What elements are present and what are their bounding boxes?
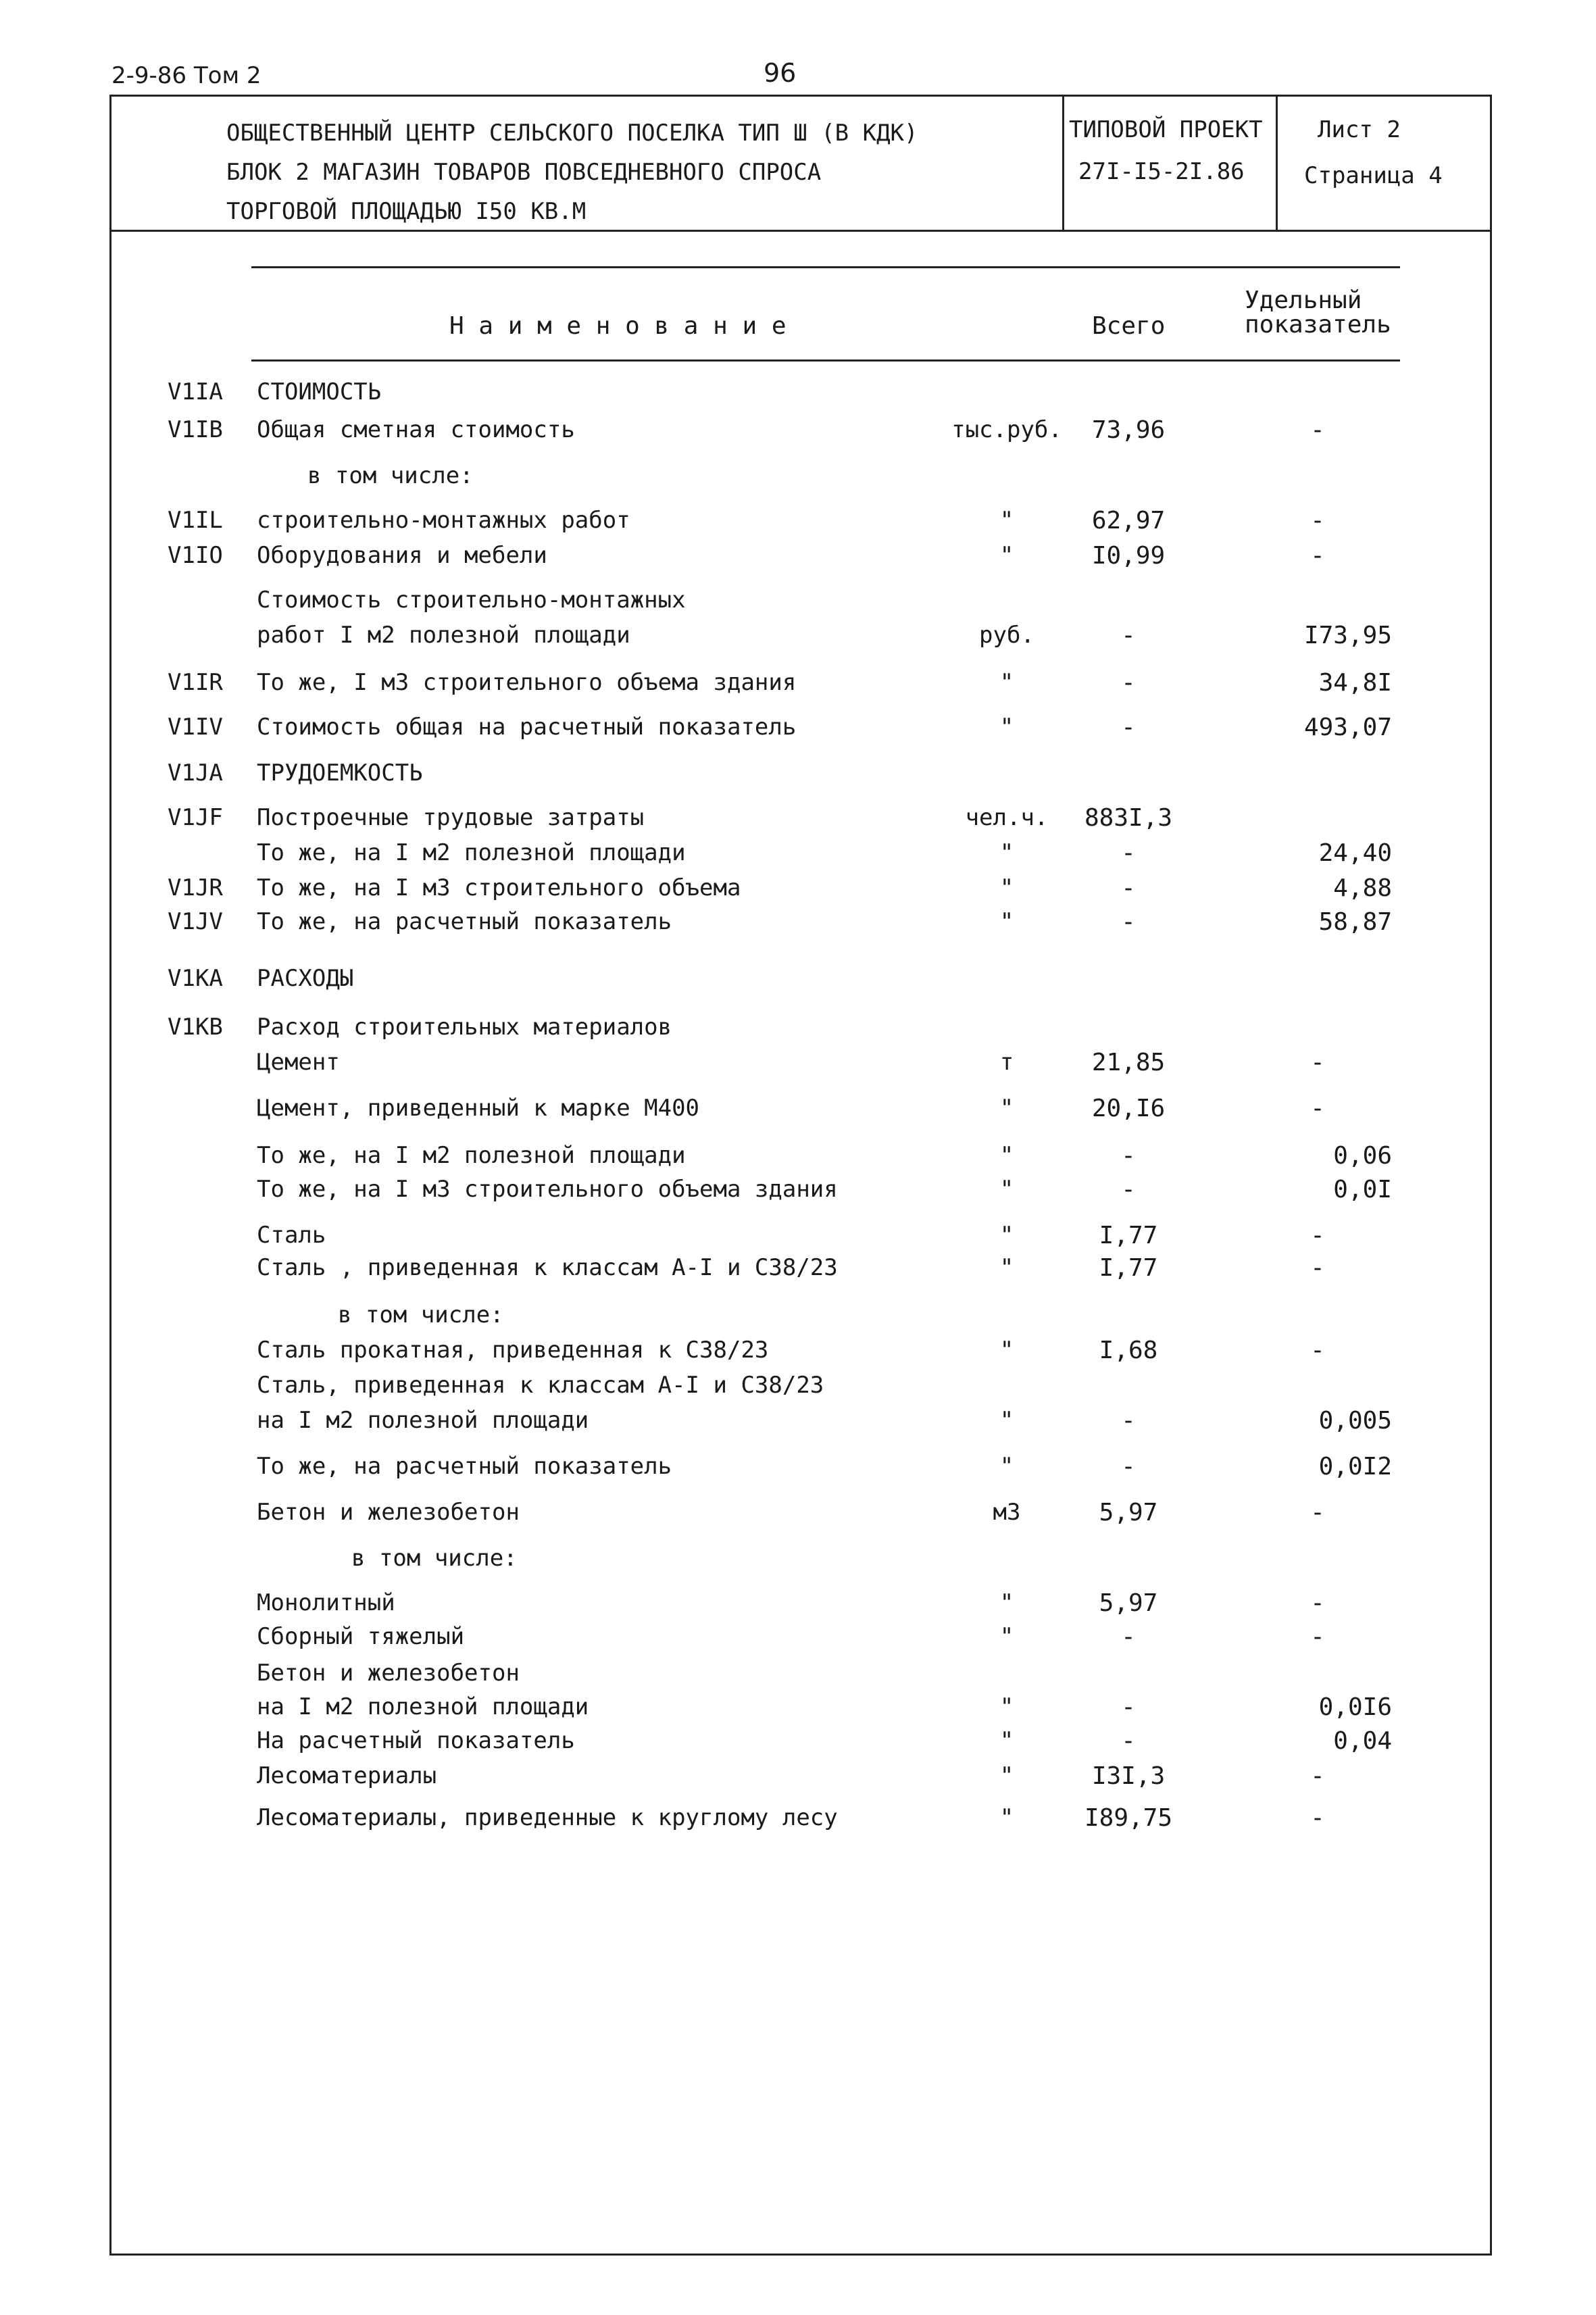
- row-specific: 0,06: [1333, 1142, 1392, 1170]
- row-specific: -: [1310, 1623, 1325, 1651]
- row-unit: ": [999, 669, 1014, 696]
- row-name: Сталь прокатная, приведенная к С38/23: [257, 1337, 769, 1364]
- row-name: строительно-монтажных работ: [257, 507, 630, 534]
- title-block: [226, 114, 918, 231]
- row-name: Построечные трудовые затраты: [257, 804, 645, 831]
- row-specific: 0,0I2: [1318, 1453, 1392, 1480]
- row-total: -: [1121, 1453, 1136, 1480]
- page-label: Страница 4: [1304, 162, 1443, 189]
- row-specific: -: [1310, 1337, 1325, 1364]
- row-specific: -: [1310, 1499, 1325, 1526]
- row-total: 883I,3: [1084, 804, 1173, 832]
- row-unit: ": [999, 1176, 1014, 1203]
- row-unit: ": [999, 1254, 1014, 1281]
- row-name: То же, на I м2 полезной площади: [257, 839, 686, 866]
- title-line-1: ОБЩЕСТВЕННЫЙ ЦЕНТР СЕЛЬСКОГО ПОСЕЛКА ТИП Ш (В КДК): [226, 120, 918, 147]
- row-total: 20,I6: [1091, 1095, 1166, 1122]
- row-name: Монолитный: [257, 1589, 395, 1616]
- row-specific: -: [1310, 1254, 1325, 1282]
- row-name: То же, на I м2 полезной площади: [257, 1142, 686, 1169]
- row-specific: 58,87: [1318, 908, 1392, 936]
- row-specific: -: [1310, 1222, 1325, 1249]
- row-unit: ": [999, 1407, 1014, 1434]
- row-code: V1IB: [168, 416, 223, 443]
- column-header-total: Всего: [1092, 312, 1166, 340]
- row-unit: тыс.руб.: [951, 416, 1062, 443]
- row-code: V1JF: [168, 804, 223, 831]
- row-unit: ": [999, 839, 1014, 866]
- row-specific: 24,40: [1318, 839, 1392, 867]
- row-name: То же, на расчетный показатель: [257, 908, 672, 935]
- row-unit: ": [999, 1693, 1014, 1720]
- row-name: Стоимость общая на расчетный показатель: [257, 714, 797, 741]
- project-number: 27I-I5-2I.86: [1078, 158, 1245, 185]
- row-name: СТОИМОСТЬ: [257, 378, 382, 405]
- row-name: Лесоматериалы, приведенные к круглому лесу: [257, 1804, 838, 1831]
- row-unit: ": [999, 908, 1014, 935]
- row-total: 62,97: [1091, 507, 1166, 534]
- row-name: То же, на I м3 строительного объема: [257, 874, 741, 901]
- row-name: Бетон и железобетон: [257, 1499, 520, 1526]
- row-code: V1IV: [168, 714, 223, 741]
- row-name: Цемент: [257, 1049, 340, 1076]
- row-name: То же, на расчетный показатель: [257, 1453, 672, 1480]
- row-unit: ": [999, 1589, 1014, 1616]
- row-total: 5,97: [1099, 1499, 1158, 1526]
- title-block-separator-2: [1276, 95, 1278, 231]
- row-name: Расход строительных материалов: [257, 1014, 672, 1041]
- row-specific: 4,88: [1333, 874, 1392, 902]
- row-code: V1IO: [168, 542, 223, 569]
- row-unit: м3: [993, 1499, 1021, 1526]
- row-unit: ": [999, 1453, 1014, 1480]
- row-specific: 0,04: [1333, 1727, 1392, 1755]
- row-code: V1JV: [168, 908, 223, 935]
- row-unit: ": [999, 1623, 1014, 1650]
- row-code: V1KB: [168, 1014, 223, 1041]
- row-unit: ": [999, 1727, 1014, 1754]
- row-specific: I73,95: [1303, 622, 1392, 649]
- row-total: I89,75: [1084, 1804, 1173, 1832]
- row-total: -: [1121, 1623, 1136, 1651]
- row-unit: ": [999, 1222, 1014, 1249]
- row-name: на I м2 полезной площади: [257, 1407, 589, 1434]
- row-total: -: [1121, 839, 1136, 867]
- row-specific: 0,0I6: [1318, 1693, 1392, 1721]
- row-specific: -: [1310, 507, 1325, 534]
- row-name: Цемент, приведенный к марке М400: [257, 1095, 700, 1122]
- sheet-label: Лист 2: [1318, 116, 1401, 143]
- row-specific: -: [1310, 542, 1325, 570]
- row-unit: т: [999, 1049, 1014, 1076]
- row-code: V1JA: [168, 760, 223, 787]
- row-name: Стоимость строительно-монтажных: [257, 587, 686, 614]
- project-label: ТИПОВОЙ ПРОЕКТ: [1069, 116, 1263, 143]
- row-total: 21,85: [1091, 1049, 1166, 1076]
- row-name: Общая сметная стоимость: [257, 416, 575, 443]
- row-unit: ": [999, 507, 1014, 534]
- column-header-name: Н а и м е н о в а н и е: [449, 312, 787, 340]
- row-total: -: [1121, 1176, 1136, 1203]
- title-block-separator-1: [1062, 95, 1064, 231]
- row-name: Бетон и железобетон: [257, 1660, 520, 1687]
- row-name: Лесоматериалы: [257, 1762, 437, 1789]
- row-specific: -: [1310, 1762, 1325, 1790]
- row-specific: -: [1310, 1095, 1325, 1122]
- row-unit: ": [999, 542, 1014, 569]
- row-total: I3I,3: [1091, 1762, 1166, 1790]
- row-specific: -: [1310, 416, 1325, 444]
- column-header-specific-1: Удельный: [1245, 287, 1362, 314]
- row-code: V1IL: [168, 507, 223, 534]
- row-name: Сталь , приведенная к классам А-I и С38/23: [257, 1254, 838, 1281]
- title-line-3: ТОРГОВОЙ ПЛОЩАДЬЮ I50 КВ.М: [226, 198, 587, 225]
- document-reference: 2-9-86 Том 2: [111, 62, 261, 89]
- row-code: V1JR: [168, 874, 223, 901]
- row-specific: 493,07: [1303, 714, 1392, 741]
- row-total: -: [1121, 714, 1136, 741]
- row-unit: ": [999, 1095, 1014, 1122]
- row-unit: ": [999, 1804, 1014, 1831]
- row-name: То же, на I м3 строительного объема здания: [257, 1176, 838, 1203]
- row-code: V1KA: [168, 965, 223, 992]
- row-name: То же, I м3 строительного объема здания: [257, 669, 797, 696]
- row-specific: 0,005: [1318, 1407, 1392, 1435]
- table-header-top-rule: [251, 266, 1400, 268]
- table-header-bottom-rule: [251, 359, 1400, 362]
- row-unit: ": [999, 874, 1014, 901]
- row-unit: ": [999, 714, 1014, 741]
- row-total: -: [1121, 1693, 1136, 1721]
- row-total: I,77: [1099, 1222, 1158, 1249]
- row-code: V1IR: [168, 669, 223, 696]
- page-number: 96: [764, 58, 797, 88]
- row-specific: -: [1310, 1049, 1325, 1076]
- row-total: -: [1121, 1407, 1136, 1435]
- row-name: На расчетный показатель: [257, 1727, 575, 1754]
- column-header-specific-2: показатель: [1245, 311, 1391, 339]
- row-name: в том числе:: [307, 462, 474, 489]
- row-total: -: [1121, 1727, 1136, 1755]
- row-unit: ": [999, 1142, 1014, 1169]
- row-specific: -: [1310, 1589, 1325, 1617]
- row-name: в том числе:: [351, 1545, 518, 1572]
- row-total: I,68: [1099, 1337, 1158, 1364]
- row-total: -: [1121, 669, 1136, 697]
- row-name: ТРУДОЕМКОСТЬ: [257, 760, 423, 787]
- row-name: Оборудования и мебели: [257, 542, 547, 569]
- title-line-2: БЛОК 2 МАГАЗИН ТОВАРОВ ПОВСЕДНЕВНОГО СПРОСА: [226, 159, 822, 186]
- row-specific: 0,0I: [1333, 1176, 1392, 1203]
- row-name: на I м2 полезной площади: [257, 1693, 589, 1720]
- row-total: -: [1121, 874, 1136, 902]
- row-unit: руб.: [979, 622, 1034, 649]
- row-specific: -: [1310, 1804, 1325, 1832]
- row-unit: ": [999, 1337, 1014, 1364]
- row-total: -: [1121, 1142, 1136, 1170]
- row-name: в том числе:: [338, 1301, 504, 1328]
- row-name: Сталь: [257, 1222, 326, 1249]
- row-specific: 34,8I: [1318, 669, 1392, 697]
- row-total: -: [1121, 622, 1136, 649]
- row-name: Сталь, приведенная к классам А-I и С38/23: [257, 1372, 824, 1399]
- row-total: 73,96: [1091, 416, 1166, 444]
- row-unit: чел.ч.: [965, 804, 1049, 831]
- row-name: работ I м2 полезной площади: [257, 622, 630, 649]
- row-total: I0,99: [1091, 542, 1166, 570]
- row-code: V1IA: [168, 378, 223, 405]
- row-total: -: [1121, 908, 1136, 936]
- row-total: 5,97: [1099, 1589, 1158, 1617]
- row-name: Сборный тяжелый: [257, 1623, 465, 1650]
- row-unit: ": [999, 1762, 1014, 1789]
- row-total: I,77: [1099, 1254, 1158, 1282]
- row-name: РАСХОДЫ: [257, 965, 354, 992]
